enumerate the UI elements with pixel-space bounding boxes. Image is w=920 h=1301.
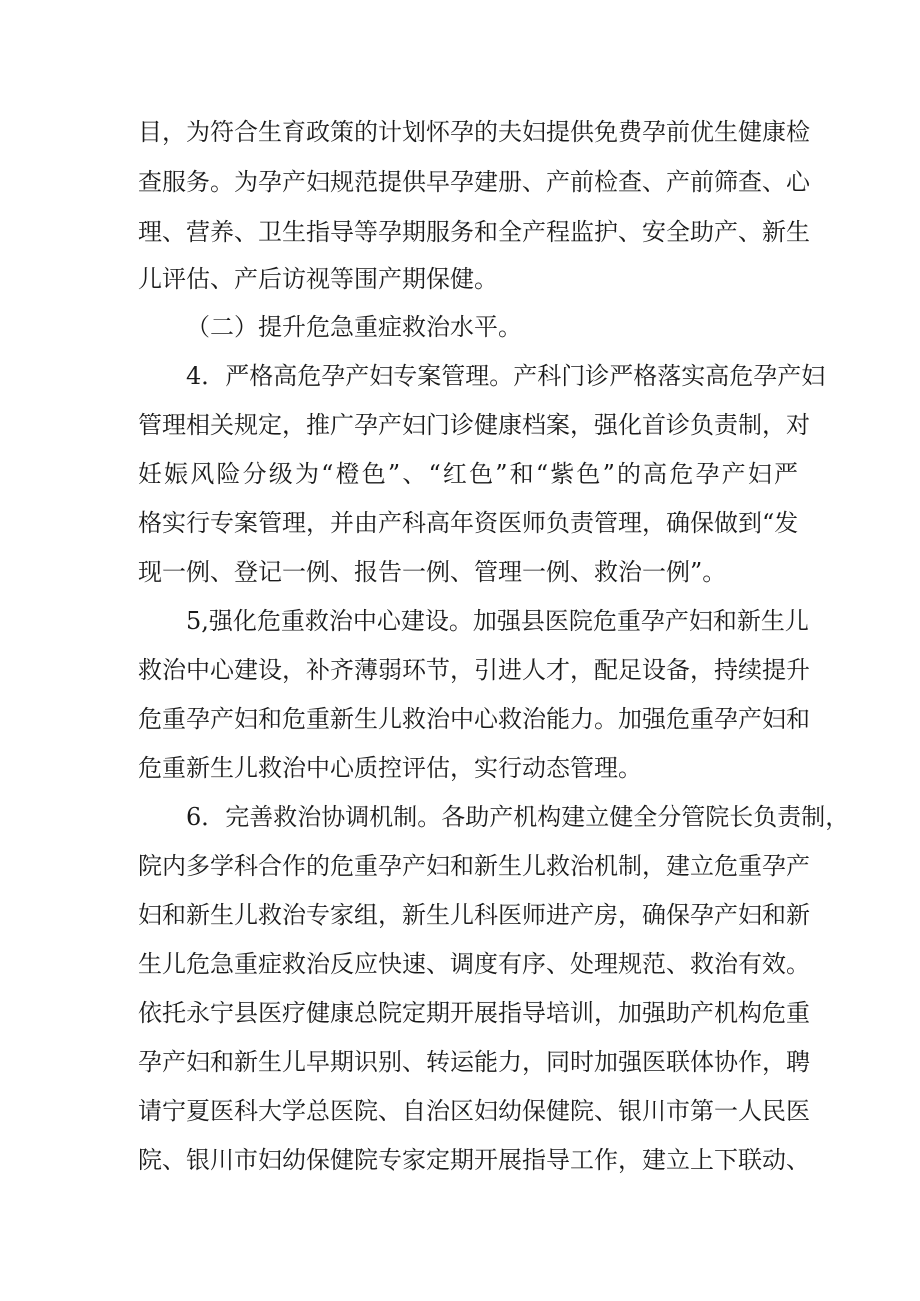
text-line: 妊娠风险分级为“橙色”、“红色”和“紫色”的高危孕产妇严 [138, 460, 798, 488]
text-line: 请宁夏医科大学总医院、自治区妇幼保健院、银川市第一人民医 [138, 1097, 810, 1125]
paragraph-first-line: 5,强化危重救治中心建设。加强县医院危重孕产妇和新生儿 [186, 607, 809, 635]
text-line: 孕产妇和新生儿早期识别、转运能力，同时加强医联体协作，聘 [138, 1048, 810, 1076]
text-line: 妇和新生儿救治专家组，新生儿科医师进产房，确保孕产妇和新 [138, 901, 810, 929]
text-line: 救治中心建设，补齐薄弱环节，引进人才，配足设备，持续提升 [138, 656, 810, 684]
text-line: 生儿危急重症救治反应快速、调度有序、处理规范、救治有效。 [138, 950, 810, 978]
text-line: 格实行专案管理，并由产科高年资医师负责管理，确保做到“发 [138, 509, 799, 537]
text-line: 管理相关规定，推广孕产妇门诊健康档案，强化首诊负责制，对 [138, 411, 810, 439]
text-line: 儿评估、产后访视等围产期保健。 [138, 265, 498, 293]
text-line: 院内多学科合作的危重孕产妇和新生儿救治机制，建立危重孕产 [138, 852, 810, 880]
section-heading: （二）提升危急重症救治水平。 [186, 313, 522, 341]
paragraph-first-line: 4．严格高危孕产妇专案管理。产科门诊严格落实高危孕产妇 [186, 362, 826, 390]
paragraph-first-line: 6．完善救治协调机制。各助产机构建立健全分管院长负责制， [186, 803, 850, 831]
text-line: 危重孕产妇和危重新生儿救治中心救治能力。加强危重孕产妇和 [138, 705, 810, 733]
text-line: 理、营养、卫生指导等孕期服务和全产程监护、安全助产、新生 [138, 218, 810, 246]
text-line: 查服务。为孕产妇规范提供早孕建册、产前检查、产前筛查、心 [138, 168, 810, 196]
text-line: 院、银川市妇幼保健院专家定期开展指导工作，建立上下联动、 [138, 1146, 810, 1174]
text-line: 现一例、登记一例、报告一例、管理一例、救治一例”。 [138, 558, 727, 586]
text-line: 危重新生儿救治中心质控评估，实行动态管理。 [138, 754, 642, 782]
text-line: 目，为符合生育政策的计划怀孕的夫妇提供免费孕前优生健康检 [138, 118, 810, 146]
text-line: 依托永宁县医疗健康总院定期开展指导培训，加强助产机构危重 [138, 999, 810, 1027]
